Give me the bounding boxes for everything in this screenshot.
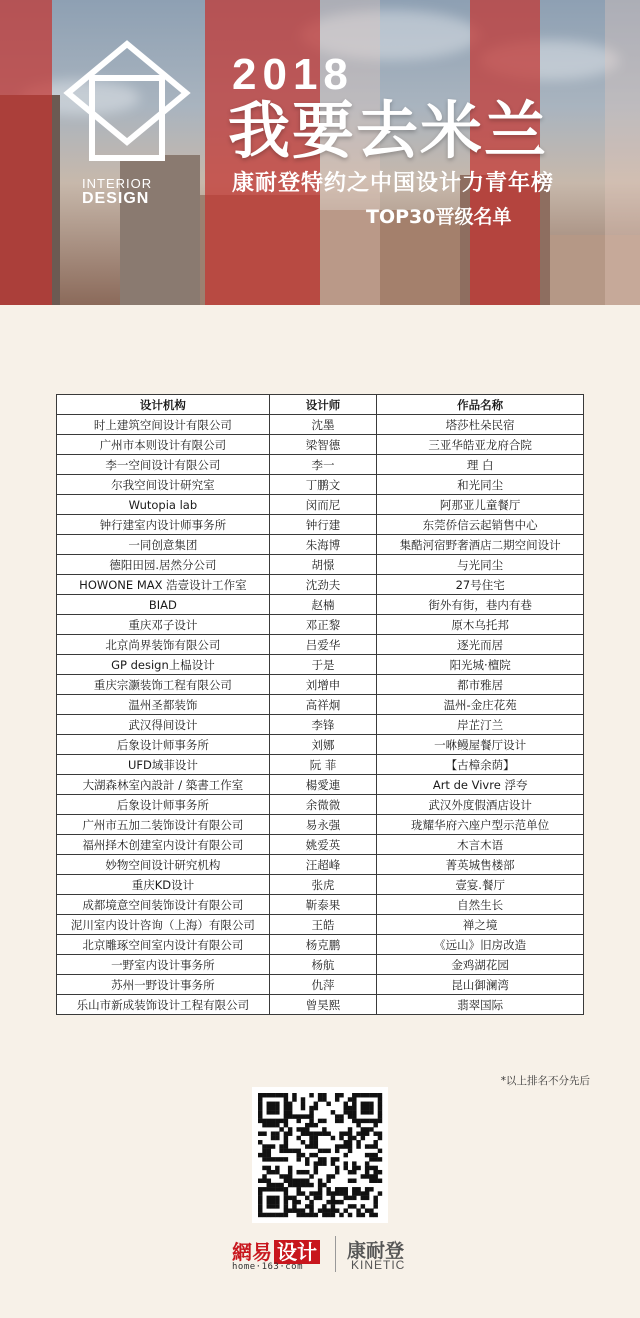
table-row <box>57 435 584 455</box>
cell-agency: GP design上榀设计 <box>57 655 270 675</box>
cell-agency: 成都境意空间装饰设计有限公司 <box>57 895 270 915</box>
table-row <box>57 495 584 515</box>
cell-work: 木言木语 <box>377 835 584 855</box>
table-row <box>57 955 584 975</box>
table-row <box>57 695 584 715</box>
cell-agency: 一同创意集团 <box>57 535 270 555</box>
cell-agency: 乐山市新成装饰设计工程有限公司 <box>57 995 270 1015</box>
cell-agency: 苏州一野设计事务所 <box>57 975 270 995</box>
logo-divider <box>335 1236 336 1272</box>
table-row <box>57 535 584 555</box>
cell-work: 集酷河宿野奢酒店二期空间设计 <box>377 535 584 555</box>
table-row <box>57 855 584 875</box>
cell-agency: 一野室内设计事务所 <box>57 955 270 975</box>
netease-logo <box>232 1236 320 1265</box>
cell-designer: 张虎 <box>269 875 376 895</box>
kinetic-logo-en: KINETIC <box>351 1258 406 1272</box>
cell-agency: 北京雕琢空间室内设计有限公司 <box>57 935 270 955</box>
cell-agency: 时上建筑空间设计有限公司 <box>57 415 270 435</box>
cell-agency: HOWONE MAX 浩壹设计工作室 <box>57 575 270 595</box>
cell-work: 禅之境 <box>377 915 584 935</box>
cell-agency: BIAD <box>57 595 270 615</box>
ranking-table <box>56 394 584 1015</box>
table-row <box>57 635 584 655</box>
cell-work: 阿那亚儿童餐厅 <box>377 495 584 515</box>
footnote: *以上排名不分先后 <box>500 1075 590 1087</box>
table-header-row <box>57 395 584 415</box>
cell-designer: 姚爱英 <box>269 835 376 855</box>
cell-designer: 刘增申 <box>269 675 376 695</box>
cell-work: Art de Vivre 浮夸 <box>377 775 584 795</box>
cell-designer: 余微微 <box>269 795 376 815</box>
cell-designer: 曾昊熙 <box>269 995 376 1015</box>
cell-designer: 朱海博 <box>269 535 376 555</box>
table-row <box>57 915 584 935</box>
cell-agency: 重庆宗灏装饰工程有限公司 <box>57 675 270 695</box>
cell-work: 逐光而居 <box>377 635 584 655</box>
cell-work: 金鸡湖花园 <box>377 955 584 975</box>
cell-designer: 赵楠 <box>269 595 376 615</box>
cell-designer: 阮 菲 <box>269 755 376 775</box>
table-row <box>57 875 584 895</box>
netease-design: 设计 <box>274 1240 320 1264</box>
cell-designer: 梁智德 <box>269 435 376 455</box>
cell-work: 岸芷汀兰 <box>377 715 584 735</box>
hero-year: 2018 <box>232 50 354 99</box>
hero-banner <box>0 0 640 305</box>
cell-work: 与光同尘 <box>377 555 584 575</box>
table-row <box>57 575 584 595</box>
cell-agency: 妙物空间设计研究机构 <box>57 855 270 875</box>
table-row <box>57 775 584 795</box>
cell-designer: 王皓 <box>269 915 376 935</box>
cell-work: 27号住宅 <box>377 575 584 595</box>
cell-agency: 后象设计师事务所 <box>57 795 270 815</box>
cell-agency: 后象设计师事务所 <box>57 735 270 755</box>
cell-work: 武汉外度假酒店设计 <box>377 795 584 815</box>
cell-designer: 靳泰果 <box>269 895 376 915</box>
kinetic-logo-cn: 康耐登 <box>347 1240 405 1262</box>
table-row <box>57 795 584 815</box>
cell-work: 珑耀华府六座户型示范单位 <box>377 815 584 835</box>
cell-agency: 李一空间设计有限公司 <box>57 455 270 475</box>
cell-designer: 胡憬 <box>269 555 376 575</box>
netease-url: home·163·com <box>232 1262 304 1272</box>
column-header-work: 作品名称 <box>377 395 584 415</box>
cell-designer: 闵而尼 <box>269 495 376 515</box>
cell-agency: 武汉得间设计 <box>57 715 270 735</box>
cell-work: 壹宴.餐厅 <box>377 875 584 895</box>
logo-line-1: INTERIOR <box>82 176 153 191</box>
table-row <box>57 515 584 535</box>
table-row <box>57 675 584 695</box>
qr-code-icon <box>252 1087 388 1223</box>
cell-agency: UFD域菲设计 <box>57 755 270 775</box>
cell-work: 菁英城售楼部 <box>377 855 584 875</box>
cell-designer: 刘娜 <box>269 735 376 755</box>
cell-designer: 沈墨 <box>269 415 376 435</box>
cell-agency: Wutopia lab <box>57 495 270 515</box>
cell-agency: 重庆KD设计 <box>57 875 270 895</box>
cell-agency: 德阳田园.居然分公司 <box>57 555 270 575</box>
cell-work: 【古樟余荫】 <box>377 755 584 775</box>
cell-work: 翡翠国际 <box>377 995 584 1015</box>
cell-work: 《远山》旧房改造 <box>377 935 584 955</box>
hero-tag: TOP30晋级名单 <box>366 206 512 228</box>
cell-work: 阳光城·檀院 <box>377 655 584 675</box>
cell-designer: 仇萍 <box>269 975 376 995</box>
cell-work: 自然生长 <box>377 895 584 915</box>
table-row <box>57 995 584 1015</box>
cell-designer: 杨航 <box>269 955 376 975</box>
table-row <box>57 555 584 575</box>
table-row <box>57 895 584 915</box>
cell-work: 街外有街，巷内有巷 <box>377 595 584 615</box>
cell-designer: 杨克鹏 <box>269 935 376 955</box>
cell-work: 温州-金庄花苑 <box>377 695 584 715</box>
cell-agency: 温州圣都装饰 <box>57 695 270 715</box>
cell-work: 塔莎杜朵民宿 <box>377 415 584 435</box>
cell-work: 原木乌托邦 <box>377 615 584 635</box>
hero-subtitle: 康耐登特约之中国设计力青年榜 <box>232 171 555 196</box>
cell-agency: 北京尚界装饰有限公司 <box>57 635 270 655</box>
table-row <box>57 735 584 755</box>
table-row <box>57 935 584 955</box>
table-row <box>57 715 584 735</box>
cell-work: 和光同尘 <box>377 475 584 495</box>
table-row <box>57 755 584 775</box>
table-row <box>57 975 584 995</box>
cell-work: 东莞侨信云起销售中心 <box>377 515 584 535</box>
cell-work: 昆山御澜湾 <box>377 975 584 995</box>
cell-agency: 重庆邓子设计 <box>57 615 270 635</box>
table-row <box>57 815 584 835</box>
column-header-designer: 设计师 <box>269 395 376 415</box>
cell-agency: 泥川室内设计咨询（上海）有限公司 <box>57 915 270 935</box>
cell-agency: 大湖森林室內設計 / 築書工作室 <box>57 775 270 795</box>
cell-designer: 钟行建 <box>269 515 376 535</box>
cell-work: 一咻鳗屋餐厅设计 <box>377 735 584 755</box>
cell-work: 都市雅居 <box>377 675 584 695</box>
table-row <box>57 655 584 675</box>
netease-name: 網易 <box>232 1240 272 1264</box>
cell-agency: 广州市五加二装饰设计有限公司 <box>57 815 270 835</box>
interior-design-logo-icon <box>62 38 192 198</box>
table-row <box>57 455 584 475</box>
hero-title: 我要去米兰 <box>228 94 549 167</box>
cell-designer: 李一 <box>269 455 376 475</box>
table-row <box>57 615 584 635</box>
cell-agency: 尔我空间设计研究室 <box>57 475 270 495</box>
cell-agency: 钟行建室内设计师事务所 <box>57 515 270 535</box>
table-row <box>57 415 584 435</box>
cell-designer: 于是 <box>269 655 376 675</box>
cell-agency: 广州市本则设计有限公司 <box>57 435 270 455</box>
cell-work: 理 白 <box>377 455 584 475</box>
table-row <box>57 475 584 495</box>
cell-designer: 沈劲夫 <box>269 575 376 595</box>
column-header-agency: 设计机构 <box>57 395 270 415</box>
cell-designer: 丁鹏文 <box>269 475 376 495</box>
cell-designer: 汪超峰 <box>269 855 376 875</box>
cell-work: 三亚华皓亚龙府合院 <box>377 435 584 455</box>
logo-line-2: DESIGN <box>82 190 150 207</box>
cell-designer: 高祥炯 <box>269 695 376 715</box>
cell-designer: 吕爱华 <box>269 635 376 655</box>
cell-designer: 李锋 <box>269 715 376 735</box>
cell-designer: 楊愛連 <box>269 775 376 795</box>
table-row <box>57 595 584 615</box>
cell-agency: 福州择木创建室内设计有限公司 <box>57 835 270 855</box>
cell-designer: 易永强 <box>269 815 376 835</box>
table-row <box>57 835 584 855</box>
cell-designer: 邓正黎 <box>269 615 376 635</box>
